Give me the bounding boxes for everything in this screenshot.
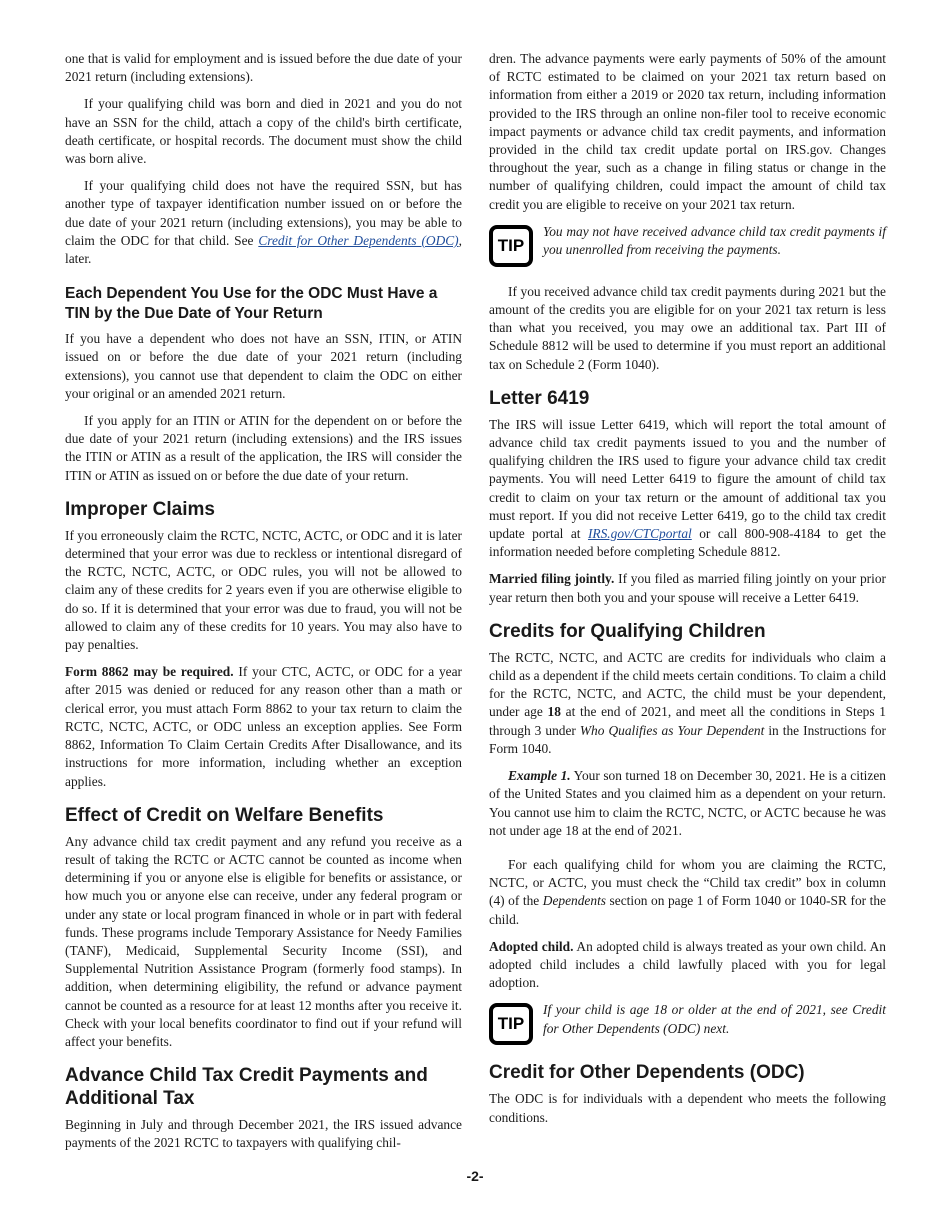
- paragraph: Beginning in July and through December 2021, the IRS issued advance payments of the 2021 RCTC to taxpayers with qualifying chil-: [65, 1117, 462, 1151]
- italic-text: Who Qualifies as Your Dependent: [579, 722, 765, 738]
- paragraph: [65, 177, 462, 268]
- paragraph: [489, 416, 886, 562]
- text: section on page 1 of Form 1040 or 1040-SR for the child.: [489, 893, 887, 927]
- right-column: [489, 50, 886, 1136]
- ctc-portal-link[interactable]: IRS.gov/CTCportal: [587, 526, 692, 542]
- paragraph: If you erroneously claim the RCTC, NCTC, ACTC, or ODC and it is later determined that your error was due to reckless or intentional disregard of the RCTC, NCTC, ACTC, or ODC rules, you will not be allowed to claim any of these credits for 2 years even if you are otherwise eligible to do so. If it is determined that your error was due to fraud, you will not be allowed to claim any of these credits for 10 years. You may also have to pay penalties.: [65, 527, 462, 653]
- page-number: -2-: [466, 1168, 484, 1184]
- text: If your qualifying child does not have the required SSN, but has another type of taxpayer identification number issued on or before the due date of your 2021 return (including extensions), you may be able to claim the ODC for that child. See: [65, 178, 462, 248]
- text: An adopted child is always treated as your own child. An adopted child includes a child lawfully placed with you for legal adoption.: [489, 938, 886, 991]
- run-in-heading: Form 8862 may be required.: [65, 664, 234, 680]
- tip-text: You may not have received advance child tax credit payments if you unenrolled from receiving the payments.: [543, 223, 886, 258]
- text: The IRS will issue Letter 6419, which will report the total amount of advance child tax credit payments issued to you and the number of qualifying children the IRS used to figure your advance child tax credit payments. You will need Letter 6419 to figure the amount of child tax credit to claim on your tax return or the amount of additional tax you must report. If you did not receive Letter 6419, go to the child tax credit update portal at: [489, 416, 886, 542]
- text: at the end of 2021, and meet all the conditions in Steps 1 through 3 under: [489, 704, 886, 738]
- section-heading-tin: Each Dependent You Use for the ODC Must Have a TIN by the Due Date of Your Return: [65, 285, 438, 323]
- example-label: Example 1.: [508, 768, 571, 784]
- paragraph: one that is valid for employment and is issued before the due date of your 2021 return (including extensions).: [65, 51, 462, 85]
- paragraph: [489, 570, 886, 606]
- tip-icon: TIP: [489, 1003, 533, 1045]
- paragraph: If your qualifying child was born and died in 2021 and you do not have an SSN for the child, attach a copy of the child's birth certificate, death certificate, or hospital records. The document must show the child was born alive.: [65, 96, 462, 167]
- tip-box: [489, 223, 886, 267]
- run-in-heading: Adopted child.: [489, 938, 574, 954]
- section-heading-qualifying-children: Credits for Qualifying Children: [489, 620, 766, 642]
- age-value: 18: [547, 704, 561, 720]
- text: in the Instructions for Form 1040.: [489, 722, 886, 756]
- text: The RCTC, NCTC, and ACTC are credits for individuals who claim a child as a dependent if the child meets certain conditions. To claim a child for the RCTC, NCTC, and ACTC, the child must be your dependent, under age: [489, 649, 886, 720]
- paragraph: [65, 663, 462, 790]
- left-column: [65, 50, 462, 1162]
- paragraph: If you apply for an ITIN or ATIN for the dependent on or before the due date of your 2021 return (including extensions) and the IRS issues the ITIN or ATIN as a result of the application, the IRS will consider the ITIN or ATIN as issued on or before the due date of your return.: [65, 413, 462, 483]
- section-heading-welfare: Effect of Credit on Welfare Benefits: [65, 804, 384, 826]
- paragraph: Any advance child tax credit payment and any refund you receive as a result of taking the RCTC or ACTC cannot be counted as income when determining if you or anyone else is eligible for benefits or assistance, or how much you or anyone else can receive, under any federal program or under any state or local program financed in whole or in part with federal funds. These programs include Temporary Assistance for Needy Families (TANF), Medicaid, Supplemental Security Income (SSI), and Supplemental Nutrition Assistance Program (formerly food stamps). In addition, when determining eligibility, the refund or advance payment cannot be counted as a resource for at least 12 months after you receive it. Check with your local benefits coordinator to find out if your refund will affect your benefits.: [65, 833, 462, 1049]
- paragraph: [489, 938, 886, 993]
- tip-box: [489, 1001, 886, 1045]
- paragraph: If you have a dependent who does not have an SSN, ITIN, or ATIN issued on or before the due date of your 2021 return (including extensions), you cannot use that dependent to claim the ODC on either your original or an amended 2021 return.: [65, 331, 462, 401]
- text: , later.: [65, 232, 462, 267]
- text: If you filed as married filing jointly on your prior year return then both you and your spouse will receive a Letter 6419.: [489, 571, 886, 605]
- paragraph: The ODC is for individuals with a dependent who meets the following conditions.: [489, 1091, 886, 1125]
- run-in-heading: Married filing jointly.: [489, 571, 615, 587]
- text: If your CTC, ACTC, or ODC for a year after 2015 was denied or reduced for any reason other than a math or clerical error, you must attach Form 8862 to your tax return to claim the RCTC, NCTC, ACTC, or ODC unless an exception applies. See Form 8862, Information To Claim Certain Credits After Disallowance, and its instructions for more information, including whether an exception applies.: [65, 664, 462, 789]
- italic-text: Dependents: [542, 893, 606, 909]
- paragraph: If you received advance child tax credit payments during 2021 but the amount of the credits you are eligible for on your 2021 tax return is less than what you received, you may owe an additional tax. Part III of Schedule 8812 will be used to determine if you must report an additional tax on Schedule 2 (Form 1040).: [489, 283, 886, 372]
- tip-icon: TIP: [489, 225, 533, 267]
- section-heading-advance-payments: Advance Child Tax Credit Payments and Additional Tax: [65, 1065, 428, 1110]
- odc-link[interactable]: Credit for Other Dependents (ODC): [258, 232, 459, 248]
- paragraph: [489, 856, 886, 929]
- example-paragraph: [489, 767, 886, 840]
- paragraph: [489, 649, 886, 758]
- text: For each qualifying child for whom you are claiming the RCTC, NCTC, or ACTC, you must check the “Child tax credit” box in column (4) of the: [489, 856, 886, 909]
- text: or call 800-908-4184 to get the information needed before completing Schedule 8812.: [489, 526, 886, 560]
- section-heading-odc: Credit for Other Dependents (ODC): [489, 1062, 805, 1084]
- tip-text: If your child is age 18 or older at the end of 2021, see Credit for Other Dependents (ODC) next.: [543, 1002, 886, 1036]
- text: Your son turned 18 on December 30, 2021. He is a citizen of the United States and you claimed him as a dependent on your return. You cannot use him to claim the RCTC, NCTC, or ACTC because he was not under age 18 at the end of 2021.: [489, 768, 886, 838]
- section-heading-improper-claims: Improper Claims: [65, 498, 215, 520]
- paragraph: dren. The advance payments were early payments of 50% of the amount of RCTC estimated to be claimed on your 2021 tax return based on information from either a 2019 or 2020 tax return, including information provided to the IRS through an online non-filer tool to receive economic impact payments or advance child tax credit payments, and information provided in the child tax credit update portal on IRS.gov. Changes throughout the year, such as a change in filing status or change in the number of qualifying children, could impact the amount of child tax credit you are eligible to receive on your 2021 tax return.: [489, 51, 886, 212]
- section-heading-letter-6419: Letter 6419: [489, 387, 590, 409]
